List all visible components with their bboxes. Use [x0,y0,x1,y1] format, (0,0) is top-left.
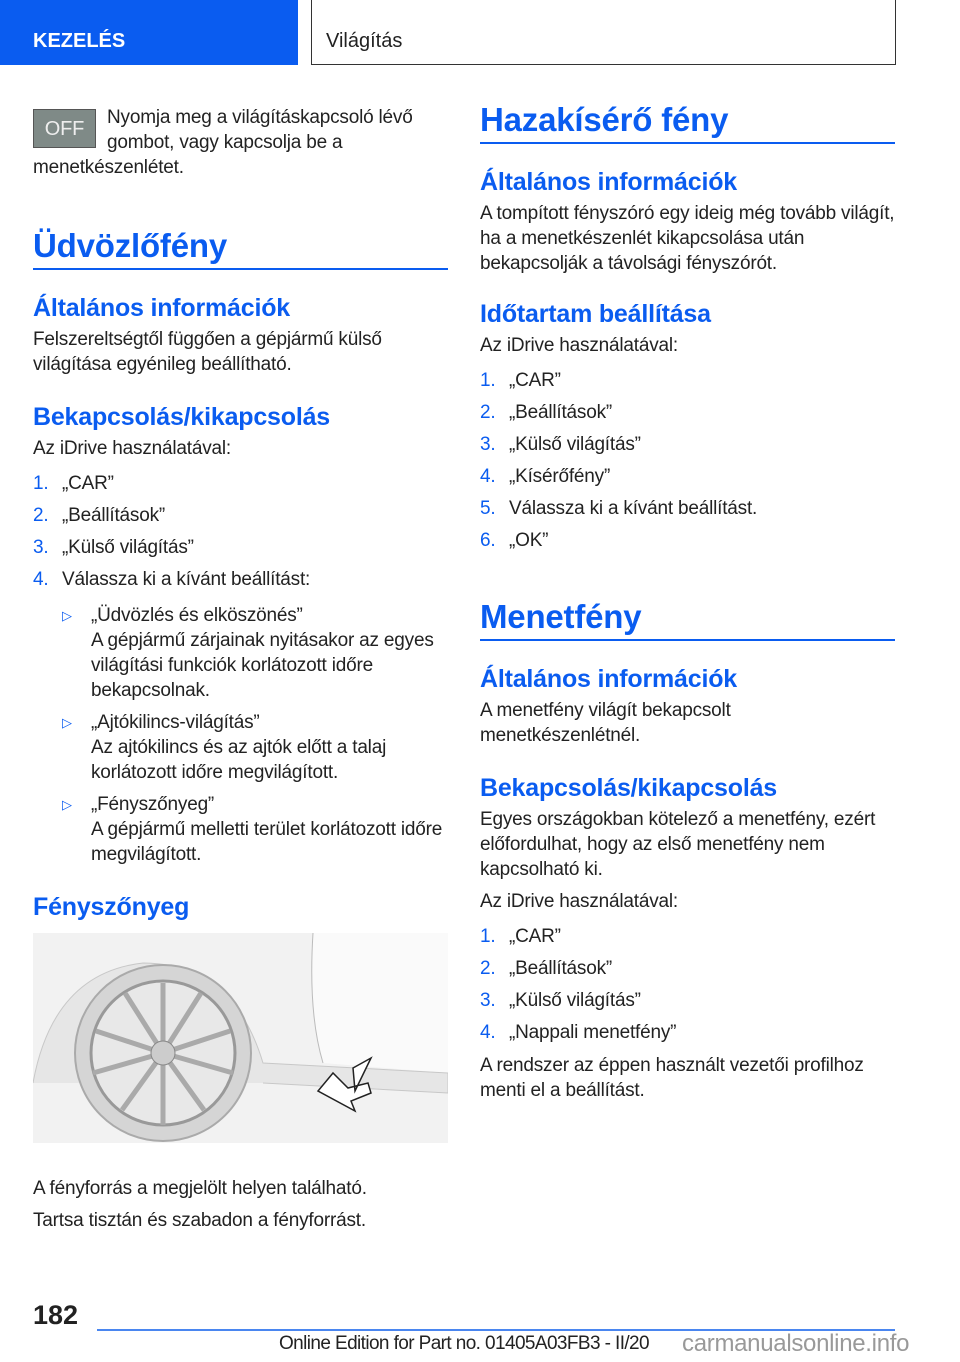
right-column [480,100,895,1103]
watermark: carmanualsonline.info [682,1330,910,1357]
general-text: Felszereltségtől függően a gépjármű külső világítása egyénileg beállítható. [33,329,382,375]
carpet-text-2: Tartsa tisztán és szabadon a fényforrást. [33,1210,366,1231]
car-wheel-illustration [33,933,448,1143]
off-instruction [33,105,448,180]
heading-follow-me-home: Hazakísérő fény [480,100,895,144]
page-number: 182 [33,1300,79,1330]
steps-list [33,468,448,596]
idrive-text: Az iDrive használatával: [480,891,678,912]
heading-on-off: Bekapcsolás/kikapcsolás [33,403,330,431]
heading-welcome-light: Üdvözlőfény [33,226,448,270]
steps-list [480,365,895,557]
heading-on-off: Bekapcsolás/kikapcsolás [480,774,777,802]
list-item: 1. „CAR” [480,926,561,947]
list-item: 4. „Kísérőfény” [480,466,611,487]
general-text: A menetfény világít bekapcsolt menetkészenlétnél. [480,700,731,746]
list-item: 2. „Beállítások” [480,958,612,979]
option-desc: A gépjármű zárjainak nyitásakor az egyes világítási funkciók korlátozott időre bekapcsolnak. [91,630,434,701]
list-item: 2. „Beállítások” [33,505,165,526]
heading-carpet: Fényszőnyeg [33,893,190,921]
list-item: 6. „OK” [480,530,549,551]
list-item: 2. „Beállítások” [480,402,612,423]
heading-general-info: Általános információk [480,665,737,693]
option-item: ▷ „Ajtókilincs-világítás” [62,712,260,733]
option-item: ▷ „Üdvözlés és elköszönés” [62,605,303,626]
section-tab: KEZELÉS [0,0,298,65]
triangle-bullet-icon: ▷ [62,608,72,623]
general-text: A tompított fényszóró egy ideig még tovább világít, ha a menetkészenlét kikapcsolása után bekapcsolják a távolsági fényszórót. [480,203,895,274]
list-item: 3. „Külső világítás” [33,537,194,558]
triangle-bullet-icon: ▷ [62,715,72,730]
left-column [33,105,448,1233]
note-text: A rendszer az éppen használt vezetői profilhoz menti el a beállítást. [480,1055,864,1101]
triangle-bullet-icon: ▷ [62,797,72,812]
idrive-text: Az iDrive használatával: [33,438,231,459]
option-desc: A gépjármű melletti terület korlátozott időre megvilágított. [91,819,443,865]
list-item: 3. „Külső világítás” [480,434,641,455]
off-text: Nyomja meg a világításkapcsoló lévő gombot, vagy kapcsolja be a menetkészenlétet. [33,107,413,178]
list-item: 1. „CAR” [480,370,561,391]
chapter-title: Világítás [311,0,896,65]
list-item: 5. Válassza ki a kívánt beállítást. [480,498,758,519]
list-item: 4. Válassza ki a kívánt beállítást: [33,569,311,590]
options-list [62,603,448,867]
heading-duration: Időtartam beállítása [480,300,711,328]
off-button-icon: OFF [33,109,96,148]
list-item: 3. „Külső világítás” [480,990,641,1011]
heading-daytime-lights: Menetfény [480,597,895,641]
onoff-text: Egyes országokban kötelező a menetfény, ezért előfordulhat, hogy az első menetfény nem kapcsolható ki. [480,809,876,880]
edition-text: Online Edition for Part no. 01405A03FB3 - II/20 [279,1333,649,1354]
heading-general-info: Általános információk [33,294,290,322]
list-item: 1. „CAR” [33,473,114,494]
option-item: ▷ „Fényszőnyeg” [62,794,215,815]
heading-general-info: Általános információk [480,168,737,196]
idrive-text: Az iDrive használatával: [480,335,678,356]
carpet-text-1: A fényforrás a megjelölt helyen található. [33,1178,367,1199]
list-item: 4. „Nappali menetfény” [480,1022,677,1043]
steps-list [480,921,895,1049]
option-desc: Az ajtókilincs és az ajtók előtt a talaj korlátozott időre megvilágított. [91,737,387,783]
